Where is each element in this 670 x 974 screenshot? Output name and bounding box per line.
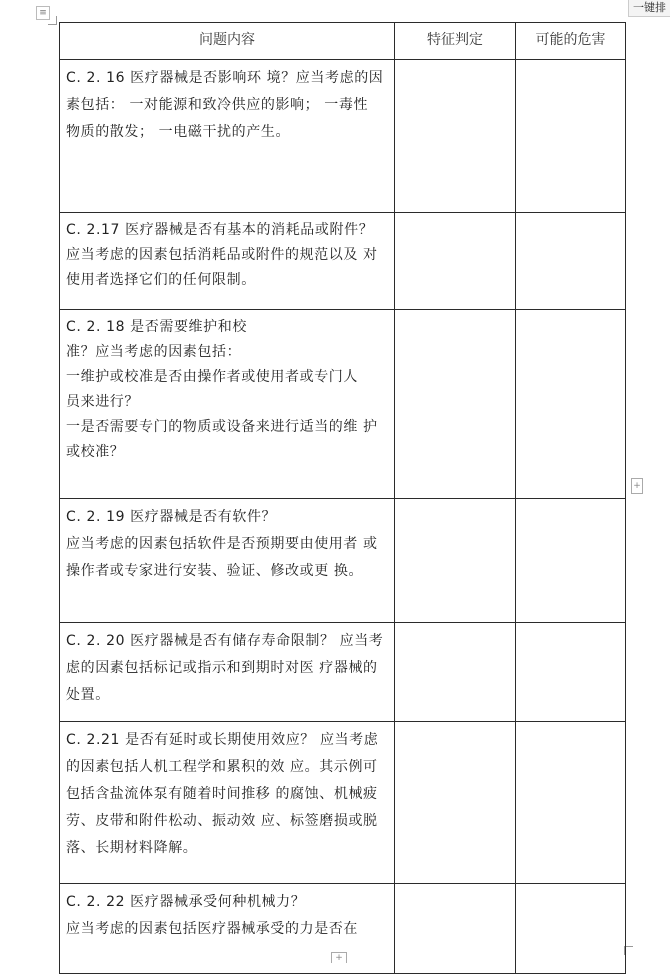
possible-hazard-cell[interactable] [516,213,626,310]
feature-judgement-cell[interactable] [395,884,516,974]
table-row [60,499,626,623]
feature-judgement-cell[interactable] [395,213,516,310]
table-row [60,722,626,884]
possible-hazard-cell[interactable] [516,60,626,213]
hazard-table [59,22,626,974]
table-row [60,60,626,213]
question-text-line: C. 2.17 医疗器械是否有基本的消耗品或附件？ [66,222,374,238]
question-text-line: C. 2.21 是否有延时或长期使用效应？ 应当考虑 [66,732,379,748]
question-text-line: 虑的因素包括标记或指示和到期时对医 疗器械的 [66,660,378,676]
question-cell[interactable] [60,310,395,499]
question-cell[interactable] [60,213,395,310]
table-add-column-handle[interactable]: + [631,478,643,494]
question-text-line: 操作者或专家进行安装、验证、修改或更 换。 [66,563,364,579]
question-text-line: C. 2. 16 医疗器械是否影响环 境？应当考虑的因 [66,70,384,86]
question-text-line: 劳、皮带和附件松动、振动效 应、标签磨损或脱 [66,813,378,829]
table-row [60,213,626,310]
question-text-line: 员来进行？ [66,394,139,410]
table-row [60,623,626,722]
possible-hazard-cell[interactable] [516,499,626,623]
question-text-line: 应当考虑的因素包括软件是否预期要由使用者 或 [66,536,378,552]
paragraph-mark-icon[interactable]: ≡ [36,6,50,20]
question-text-line: 素包括： 一对能源和致冷供应的影响； 一毒性 [66,97,369,113]
page-corner-marker [48,16,57,25]
question-cell[interactable] [60,884,395,974]
question-text-line: 使用者选择它们的任何限制。 [66,272,256,288]
feature-judgement-cell[interactable] [395,722,516,884]
question-cell[interactable] [60,623,395,722]
table-add-row-handle[interactable]: + [331,952,347,963]
question-text-line: 一是否需要专门的物质或设备来进行适当的维 护 [66,419,378,435]
feature-judgement-cell[interactable] [395,60,516,213]
question-text-line: C. 2. 18 是否需要维护和校 [66,319,247,335]
feature-judgement-cell[interactable] [395,623,516,722]
question-cell[interactable] [60,722,395,884]
question-text-line: 的因素包括人机工程学和累积的效 应。其示例可 [66,759,378,775]
table-row [60,884,626,974]
question-text-line: 处置。 [66,687,110,703]
question-text-line: C. 2. 19 医疗器械是否有软件？ [66,509,277,525]
header-possible-hazard: 可能的危害 [516,23,626,60]
question-text-line: 应当考虑的因素包括消耗品或附件的规范以及 对 [66,247,378,263]
header-feature-judgement: 特征判定 [395,23,516,60]
possible-hazard-cell[interactable] [516,722,626,884]
feature-judgement-cell[interactable] [395,310,516,499]
question-text-line: 包括含盐流体泵有随着时间推移 的腐蚀、机械疲 [66,786,378,802]
question-text-line: 应当考虑的因素包括医疗器械承受的力是否在 [66,921,358,937]
question-text-line: 落、长期材料降解。 [66,840,198,856]
question-text-line: 一维护或校准是否由操作者或使用者或专门人 [66,369,358,385]
table-row [60,310,626,499]
question-text-line: 准？应当考虑的因素包括： [66,344,242,360]
question-text-line: 物质的散发； 一电磁干扰的产生。 [66,124,291,140]
possible-hazard-cell[interactable] [516,310,626,499]
question-text-line: 或校准？ [66,444,125,460]
possible-hazard-cell[interactable] [516,623,626,722]
header-question-content: 问题内容 [60,23,395,60]
question-cell[interactable] [60,60,395,213]
table-header-row [60,23,626,60]
one-click-layout-button[interactable]: 一键排 [628,0,670,17]
feature-judgement-cell[interactable] [395,499,516,623]
question-cell[interactable] [60,499,395,623]
question-text-line: C. 2. 20 医疗器械是否有储存寿命限制？ 应当考 [66,633,384,649]
question-text-line: C. 2. 22 医疗器械承受何种机械力？ [66,894,306,910]
possible-hazard-cell[interactable] [516,884,626,974]
